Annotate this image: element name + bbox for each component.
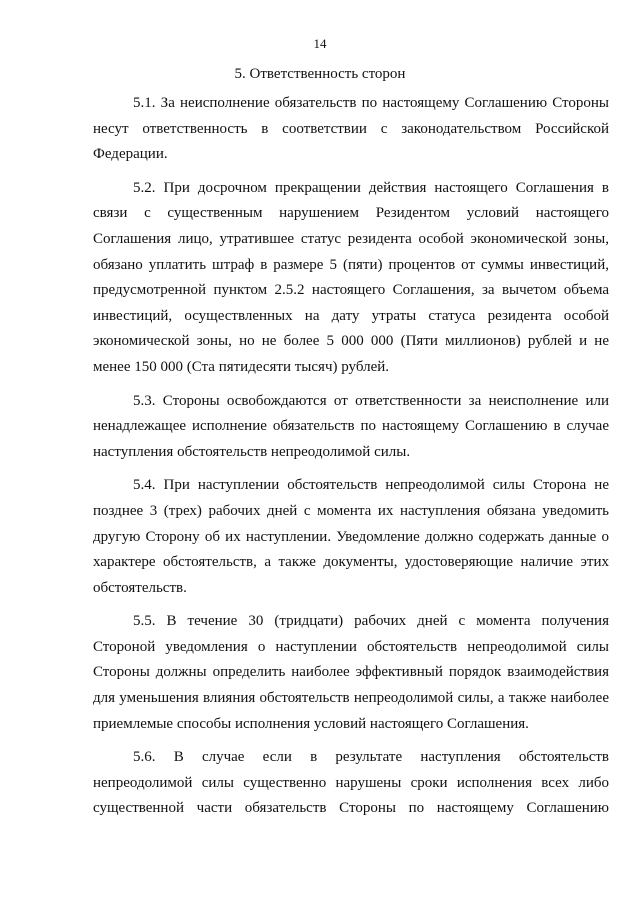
paragraph-5-2: 5.2. При досрочном прекращении действия настоящего Соглашения в связи с существенным нарушением Резидентом условий настоящего Соглашения лицо, утратившее статус резидента особой экономической зоны, обязано уплатить штраф в размере 5 (пяти) процентов от суммы инвестиций, предусмотренной пунктом 2.5.2 настоящего Соглашения, за вычетом объема инвестиций, осуществленных на дату утраты статуса резидента особой экономической зоны, но не более 5 000 000 (Пяти миллионов) рублей и не менее 150 000 (Ста пятидесяти тысяч) рублей.	[93, 179, 609, 375]
paragraph-5-1: 5.1. За неисполнение обязательств по настоящему Соглашению Стороны несут ответственность в соответствии с законодательством Российской Федерации.	[93, 95, 609, 163]
body-text	[93, 91, 609, 830]
paragraph-5-5: 5.5. В течение 30 (тридцати) рабочих дней с момента получения Стороной уведомления о наступлении обстоятельств непреодолимой силы Стороны должны определить наиболее эффективный порядок взаимодействия для уменьшения влияния обстоятельств непреодолимой силы, а также наиболее приемлемые способы исполнения условий настоящего Соглашения.	[93, 613, 609, 732]
paragraph-5-3: 5.3. Стороны освобождаются от ответственности за неисполнение или ненадлежащее исполнение обязательств по настоящему Соглашению в случае наступления обстоятельств непреодолимой силы.	[93, 392, 609, 460]
page-number: 14	[313, 36, 327, 51]
section-title: 5. Ответственность сторон	[234, 66, 406, 82]
paragraph-5-6: 5.6. В случае если в результате наступления обстоятельств непреодолимой силы существенно нарушены сроки исполнения всех либо существенной части обязательств Стороны по настоящему Соглашению	[93, 749, 609, 817]
paragraph-5-4: 5.4. При наступлении обстоятельств непреодолимой силы Сторона не позднее 3 (трех) рабочих дней с момента их наступления обязана уведомить другую Сторону об их наступлении. Уведомление должно содержать данные о характере обстоятельств, а также документы, удостоверяющие наличие этих обстоятельств.	[93, 477, 609, 596]
